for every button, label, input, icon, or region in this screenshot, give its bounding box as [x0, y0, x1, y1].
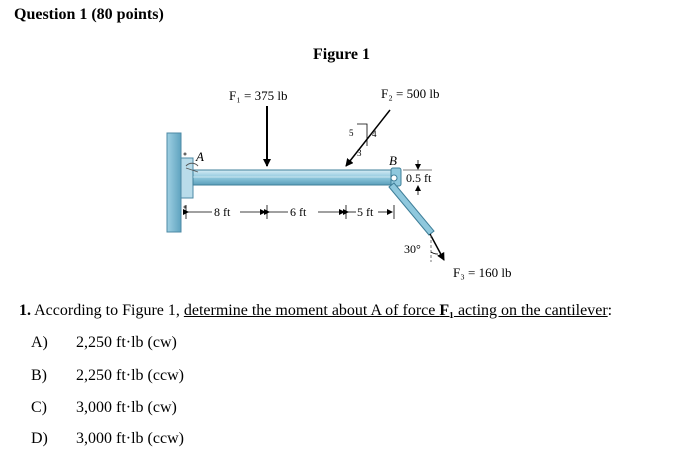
slope-5: 5: [349, 128, 354, 138]
option-c-text: 3,000 ft·lb (cw): [76, 399, 177, 416]
question-text-underlined-1: determine the moment about A of force: [183, 302, 440, 319]
dim-05ft: 0.5 ft: [406, 171, 432, 185]
option-b-letter: B): [31, 367, 47, 384]
option-b-text: 2,250 ft·lb (ccw): [76, 367, 184, 384]
slope-3: 3: [357, 148, 362, 158]
dim-5ft: 5 ft: [357, 205, 374, 219]
f2-arrow: [346, 110, 390, 166]
option-a-text: 2,250 ft·lb (cw): [76, 334, 177, 351]
mount-bracket: [181, 158, 193, 198]
f2-label: F₂ = 500 lb: [381, 86, 440, 101]
f1-label: F₁ = 375 lb: [229, 88, 288, 103]
dim-8ft: 8 ft: [214, 205, 231, 219]
question-text: [19, 302, 612, 320]
question-header: Question 1 (80 points): [14, 6, 164, 23]
option-c-letter: C): [31, 399, 47, 416]
angle-label: 30°: [404, 242, 421, 256]
f3-label: F₃ = 160 lb: [453, 265, 512, 280]
option-a-letter: A): [31, 334, 48, 351]
slope-triangle: [357, 124, 367, 146]
dim-6ft: 6 ft: [290, 205, 307, 219]
point-a-label: A: [196, 149, 204, 164]
option-d-letter: D): [31, 430, 48, 447]
question-text-underlined-2: acting on the cantilever: [453, 302, 608, 319]
f3-link: [389, 183, 434, 235]
question-force: F₁: [439, 302, 454, 319]
point-b-label: B: [389, 153, 397, 168]
option-d-text: 3,000 ft·lb (ccw): [76, 430, 184, 447]
question-end: :: [607, 302, 613, 319]
f3-arrow: [430, 234, 444, 260]
slope-4: 4: [372, 129, 377, 139]
question-text-plain: According to Figure 1,: [31, 302, 184, 319]
figure-title: Figure 1: [313, 46, 371, 63]
question-number: 1.: [19, 302, 31, 319]
wall-support: [167, 133, 181, 232]
